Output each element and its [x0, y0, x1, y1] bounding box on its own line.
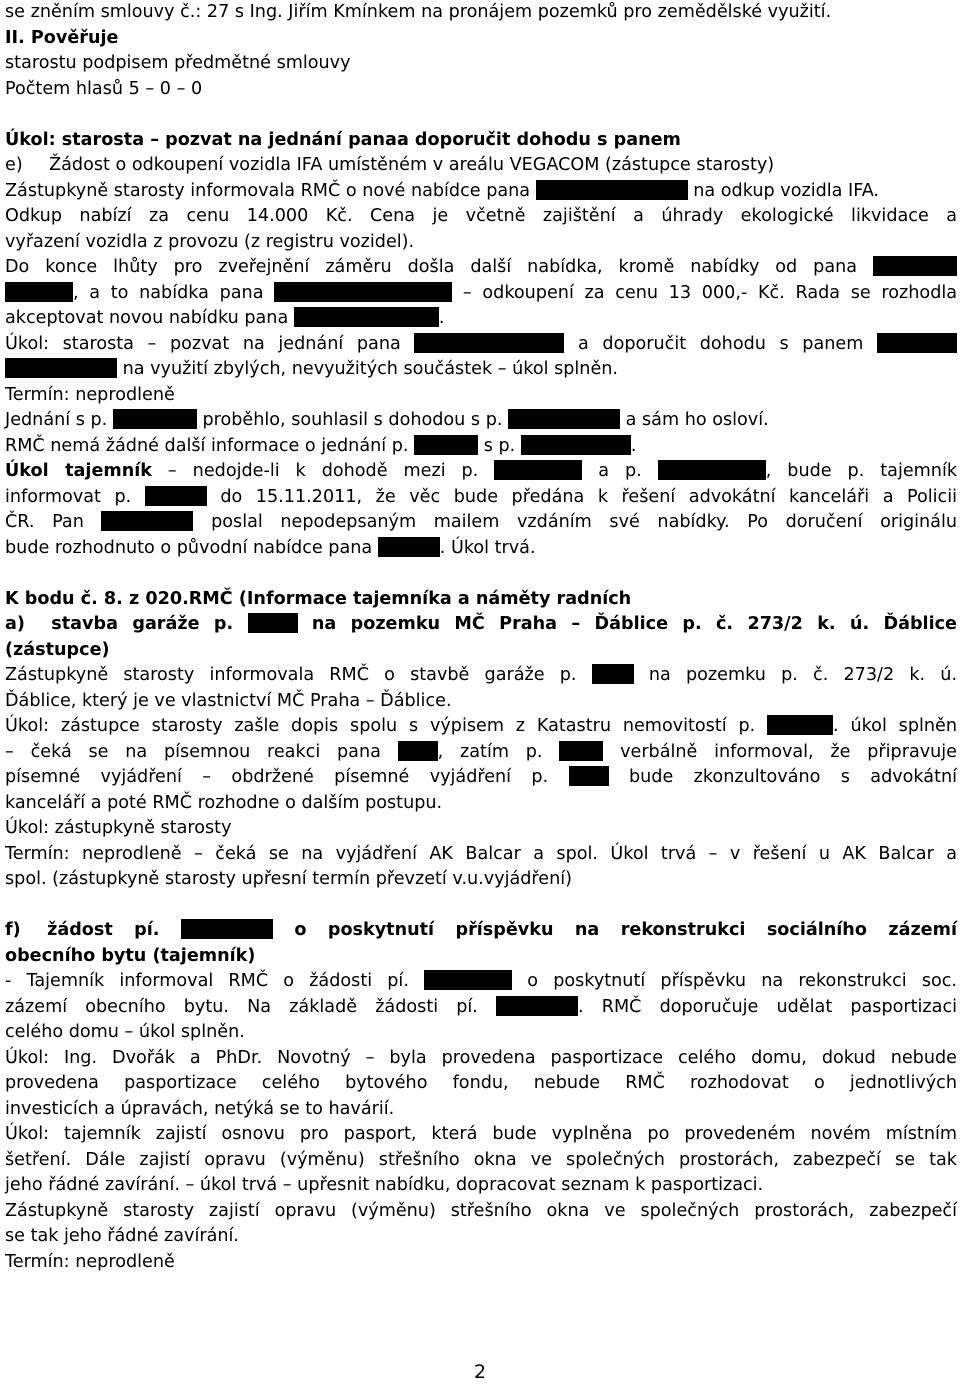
text-line: Zástupkyně starosty informovala RMČ o stavbě garáže p. na pozemku p. č. 273/2 k. ú.	[5, 665, 958, 685]
deadline-line: Termín: neprodleně – čeká se na vyjádření AK Balcar a spol. Úkol trvá – v řešení u AK Balcar a	[5, 843, 957, 864]
redaction-box	[873, 256, 957, 276]
redaction-box	[414, 333, 564, 353]
redaction-box	[494, 460, 582, 480]
item-heading: e) Žádost o odkoupení vozidla IFA umístěném v areálu VEGACOM (zástupce starosty)	[5, 155, 775, 175]
text-line: bude rozhodnuto o původní nabídce pana . Úkol trvá.	[5, 537, 536, 558]
text-line: Odkup nabízí za cenu 14.000 Kč. Cena je včetně zajištění a úhrady ekologické likvidace a	[5, 206, 958, 226]
item-heading: a) stavba garáže p. na pozemku MČ Praha – Ďáblice p. č. 273/2 k. ú. Ďáblice	[5, 614, 957, 634]
page-number: 2	[473, 1361, 487, 1383]
task-line: Úkol: Ing. Dvořák a PhDr. Novotný – byla provedena pasportizace celého domu, dokud nebude	[5, 1047, 957, 1068]
redaction-box	[248, 613, 298, 633]
redaction-box	[877, 333, 957, 353]
text-line: zázemí obecního bytu. Na základě žádosti pí. . RMČ doporučuje udělat pasportizaci	[5, 996, 957, 1017]
task-line: Úkol: tajemník zajistí osnovu pro pasport, která bude vyplněna po provedeném novém místním	[5, 1124, 957, 1144]
item-heading: (zástupce)	[5, 639, 110, 660]
redaction-box	[378, 537, 440, 557]
text-line: kanceláří a poté RMČ rozhodne o dalším postupu.	[5, 792, 443, 813]
task-line: Úkol: zástupkyně starosty	[5, 818, 232, 838]
text-line: se zněním smlouvy č.: 27 s Ing. Jiřím Kmínkem na pronájem pozemků pro zemědělské využití.	[5, 2, 832, 22]
redaction-box	[424, 970, 512, 990]
text-line: písemné vyjádření – obdržené písemné vyjádření p. bude zkonzultováno s advokátní	[5, 767, 958, 787]
text-line: informovat p. do 15.11.2011, že věc bude předána k řešení advokátní kanceláři a Policii	[5, 486, 957, 507]
redaction-box	[658, 460, 766, 480]
text-line: Ďáblice, který je ve vlastnictví MČ Praha – Ďáblice.	[5, 690, 452, 711]
text-line: akceptovat novou nabídku pana .	[5, 308, 445, 328]
redaction-box	[536, 180, 688, 200]
redaction-box	[592, 664, 634, 684]
task-line: Úkol: starosta – pozvat na jednání pana a doporučit dohodu s panem	[5, 332, 957, 358]
redaction-box	[113, 409, 197, 429]
text-line: jeho řádné zavírání. – úkol trvá – upřesnit nabídku, dopracovat seznam k pasportizaci.	[5, 1175, 764, 1195]
text-line: na využití zbylých, nevyužitých součástek – úkol splněn.	[5, 357, 957, 383]
redaction-box	[508, 409, 620, 429]
redaction-box	[496, 996, 578, 1016]
redaction-box	[5, 282, 73, 302]
redaction-box	[181, 919, 273, 939]
text-line: provedena pasportizace celého bytového fondu, nebude RMČ rozhodovat o jednotlivých	[5, 1073, 957, 1093]
agenda-heading: K bodu č. 8. z 020.RMČ (Informace tajemníka a náměty radních	[5, 588, 632, 609]
redaction-box	[569, 766, 609, 786]
text-line: ČR. Pan poslal nepodepsaným mailem vzdáním své nabídky. Po doručení originálu	[5, 512, 958, 532]
redaction-box	[101, 511, 193, 531]
text-line: investicích a úpravách, netýká se to havárií.	[5, 1098, 395, 1119]
text-line: celého domu – úkol splněn.	[5, 1022, 245, 1042]
redaction-box	[398, 741, 438, 761]
redaction-box	[294, 307, 439, 327]
redaction-box	[559, 741, 603, 761]
redaction-box	[414, 435, 478, 455]
task-line: Úkol tajemník – nedojde-li k dohodě mezi p. a p. , bude p. tajemník	[5, 461, 958, 481]
redaction-box	[767, 715, 833, 735]
text-line: Do konce lhůty pro zveřejnění záměru došla další nabídka, kromě nabídky od pana	[5, 255, 957, 281]
document-page	[5, 0, 957, 1275]
redaction-box	[145, 486, 207, 506]
text-line: , a to nabídka pana – odkoupení za cenu 13 000,- Kč. Rada se rozhodla	[5, 281, 957, 307]
text-line: Zástupkyně starosty zajistí opravu (výměnu) střešního okna ve společných prostorách, zabezpečí	[5, 1200, 957, 1221]
deadline-line: Termín: neprodleně	[5, 1251, 175, 1272]
text-line: starostu podpisem předmětné smlouvy	[5, 53, 351, 73]
redaction-box	[521, 435, 631, 455]
vote-count: Počtem hlasů 5 – 0 – 0	[5, 78, 203, 99]
item-heading: f) žádost pí. o poskytnutí příspěvku na rekonstrukci sociálního zázemí	[5, 920, 957, 940]
redaction-box	[5, 358, 117, 378]
text-line: RMČ nemá žádné další informace o jednání p. s p. .	[5, 435, 637, 456]
text-line: Jednání s p. proběhlo, souhlasil s dohodou s p. a sám ho osloví.	[5, 410, 769, 430]
agenda-heading: Úkol: starosta – pozvat na jednání panaa doporučit dohodu s panem	[5, 129, 681, 150]
task-line: Úkol: zástupce starosty zašle dopis spolu s výpisem z Katastru nemovitostí p. . úkol splněn	[5, 716, 958, 736]
text-line: - Tajemník informoval RMČ o žádosti pí. o poskytnutí příspěvku na rekonstrukci soc.	[5, 971, 958, 991]
text-line: – čeká se na písemnou reakci pana , zatím p. verbálně informoval, že připravuje	[5, 741, 957, 762]
text-line: vyřazení vozidla z provozu (z registru vozidel).	[5, 231, 415, 252]
item-heading: obecního bytu (tajemník)	[5, 945, 256, 966]
deadline-line: Termín: neprodleně	[5, 384, 175, 405]
redaction-box	[274, 282, 452, 302]
text-line: Zástupkyně starosty informovala RMČ o nové nabídce pana na odkup vozidla IFA.	[5, 180, 880, 201]
text-line: se tak jeho řádné zavírání.	[5, 1226, 239, 1246]
text-line: spol. (zástupkyně starosty upřesní termín převzetí v.u.vyjádření)	[5, 869, 573, 889]
text-line: šetření. Dále zajistí opravu (výměnu) střešního okna ve společných prostorách, zabezpečí se tak	[5, 1149, 957, 1170]
resolution-heading: II. Pověřuje	[5, 27, 119, 48]
